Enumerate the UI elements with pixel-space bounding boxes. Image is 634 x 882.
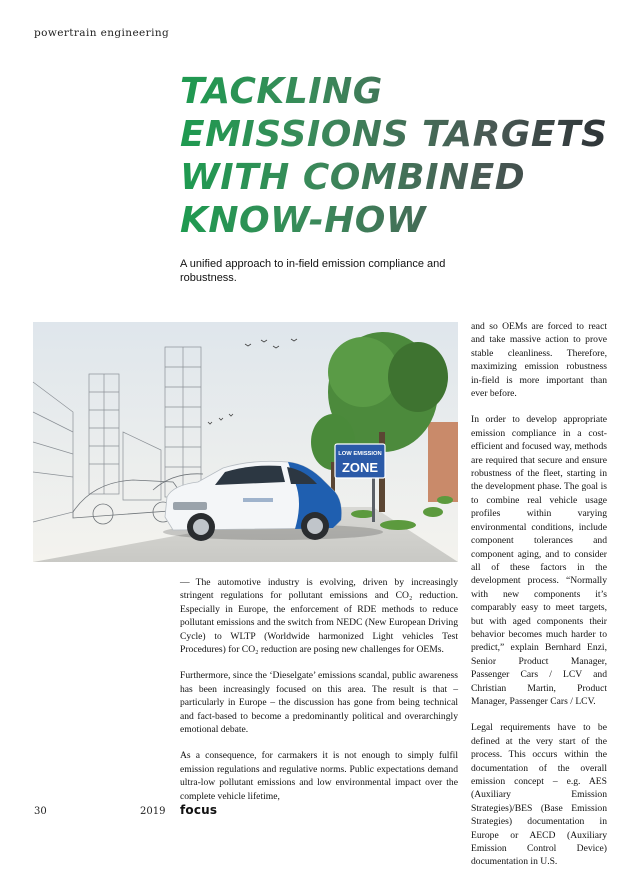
title-line: WITH COMBINED: [180, 156, 620, 199]
title-line: KNOW-HOW: [180, 199, 620, 242]
hero-image: [33, 322, 458, 562]
body-paragraph: and so OEMs are forced to react and take massive action to prove stable cleanliness. Therefore, maximizing emission robustness in-field is more important than ever before.: [471, 321, 607, 400]
sign-text-zone: ZONE: [341, 460, 379, 475]
article-subtitle: A unified approach to in-field emission compliance and robustness.: [180, 258, 446, 284]
magazine-brand: focus: [180, 803, 218, 817]
section-label: powertrain engineering: [34, 27, 170, 39]
issue-year: 2019: [140, 806, 166, 817]
title-line: TACKLING: [180, 70, 620, 113]
article-body-right: [471, 320, 607, 882]
body-paragraph: Legal requirements have to be defined at the very start of the process. This occurs within the documentation of the overall emission concept – e.g. AES (Auxiliary Emission Strategies)/BES (Base Emission Strategies) documentation in Europe or AECD (Auxiliary Emission Control Device) documentation in U.S.: [471, 722, 607, 868]
article-title: [180, 70, 620, 242]
city-car-illustration: [33, 322, 458, 562]
body-paragraph: — The automotive industry is evolving, driven by increasingly stringent regulations for pollutant emissions and CO₂ reduction. Especially in Europe, the enforcement of RDE methods to reduce pollutant emissions and the switch from NEDC (New European Driving Cycle) to WLTP (Worldwide harmonized Light vehicles Test Procedures) for CO₂ reduction are posing new challenges for OEMs.: [180, 576, 458, 656]
page-number: 30: [34, 806, 47, 817]
building-right: [428, 422, 458, 502]
title-line: EMISSIONS TARGETS: [180, 113, 620, 156]
article-body-left: [180, 576, 458, 816]
sign-text-top: LOW EMISSION: [338, 451, 382, 457]
body-paragraph: Furthermore, since the ‘Dieselgate’ emissions scandal, public awareness has been increasingly focused on this area. The result is that – particularly in Europe – the discussion has gone from being technical and fact-based to become a predominantly political and overarchingly emotional debate.: [180, 670, 458, 736]
body-paragraph: In order to develop appropriate emission compliance in a cost-efficient and focused way, methods are required that secure and ensure robustness of the fleet, starting in the development phase. The goal is to combine real vehicle usage profiles within varying environmental conditions, include component tolerances and component aging, and to consider all of these factors in the development process. “Normally with new components it’s comparably easy to meet targets, but with aged components their behavior becomes much harder to predict,” explain Bernhard Enzi, Senior Product Manager, Passenger Cars / LCV and Christian Martin, Product Manager, Passenger Cars / LCV.: [471, 414, 607, 707]
body-paragraph: As a consequence, for carmakers it is not enough to simply fulfil emission regulations and regulative norms. Public expectations demand ultra-low pollutant emissions and low environmental impact over the complete vehicle lifetime,: [180, 750, 458, 802]
